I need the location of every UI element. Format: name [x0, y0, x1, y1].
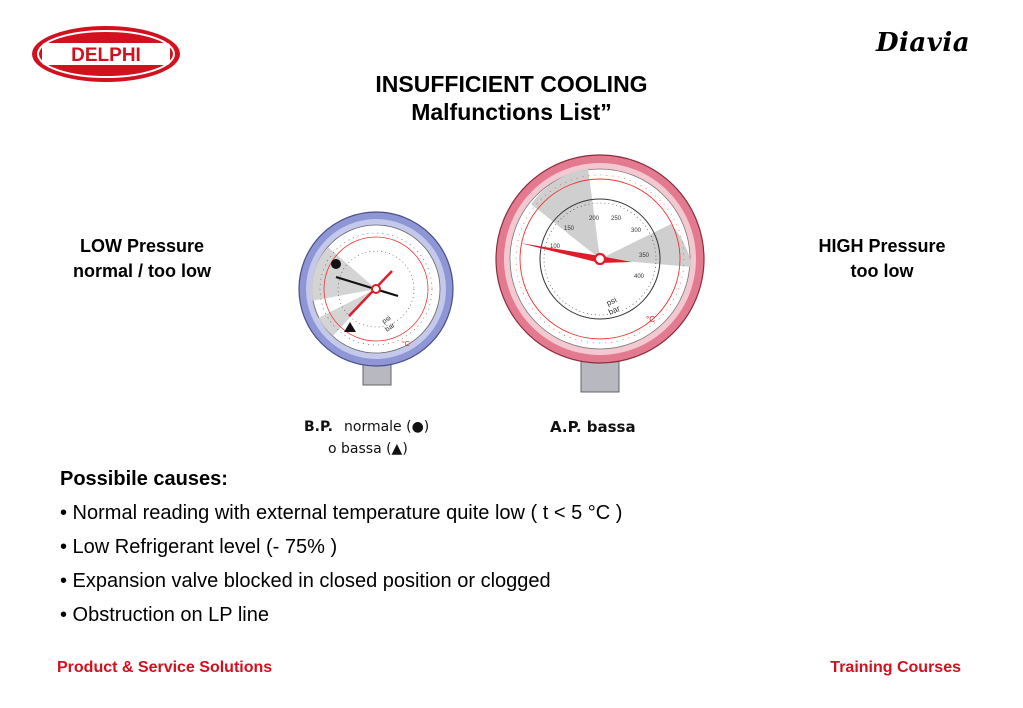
high-pressure-line1: HIGH Pressure	[818, 236, 946, 256]
low-gauge-unit-bar: bar	[384, 322, 397, 334]
high-gauge-tick-400: 400	[634, 274, 645, 280]
cause-item: • Low Refrigerant level (- 75% )	[60, 536, 338, 558]
high-gauge-tick-350: 350	[639, 253, 650, 259]
page-title	[0, 70, 1023, 126]
high-gauge-tick-300: 300	[631, 228, 642, 234]
high-pressure-line2: too low	[850, 261, 914, 281]
high-gauge-unit-c: °C	[646, 315, 655, 324]
low-gauge-normal-marker	[331, 259, 341, 269]
low-pressure-label	[42, 234, 242, 284]
low-gauge-caption-line1: normale (●)	[344, 419, 430, 435]
causes-heading: Possibile causes:	[60, 468, 228, 490]
low-gauge-unit-psi: psi	[381, 314, 393, 326]
diavia-logo: Diavia	[876, 28, 971, 58]
high-pressure-gauge	[496, 155, 704, 436]
low-gauge-caption-bold: B.P.	[304, 419, 333, 435]
low-gauge-caption-line2: o bassa (▲)	[328, 441, 408, 457]
cause-item: • Normal reading with external temperature quite low ( t < 5 °C )	[60, 502, 623, 524]
cause-item: • Obstruction on LP line	[60, 604, 269, 626]
high-gauge-unit-bar: bar	[607, 303, 622, 317]
high-gauge-tick-250: 250	[611, 216, 622, 222]
delphi-logo-text: DELPHI	[71, 45, 141, 66]
footer-product-service: Product & Service Solutions	[57, 659, 273, 676]
high-pressure-label	[782, 234, 982, 284]
low-pressure-line1: LOW Pressure	[79, 236, 205, 256]
cause-item: • Expansion valve blocked in closed position or clogged	[60, 570, 551, 592]
high-gauge-tick-200: 200	[589, 216, 600, 222]
title-line2: Malfunctions List”	[411, 99, 612, 125]
low-pressure-line2: normal / too low	[73, 261, 211, 281]
high-gauge-tick-100: 100	[550, 244, 561, 250]
gauges-illustration	[288, 146, 712, 464]
high-gauge-caption: A.P. bassa	[550, 418, 636, 436]
title-line1: INSUFFICIENT COOLING	[375, 71, 648, 97]
high-gauge-tick-150: 150	[564, 226, 575, 232]
footer-training-courses: Training Courses	[830, 659, 961, 676]
causes-list	[60, 462, 622, 632]
high-gauge-unit-psi: psi	[605, 295, 619, 308]
low-pressure-gauge	[299, 212, 453, 457]
low-gauge-unit-c: °C	[402, 341, 410, 348]
